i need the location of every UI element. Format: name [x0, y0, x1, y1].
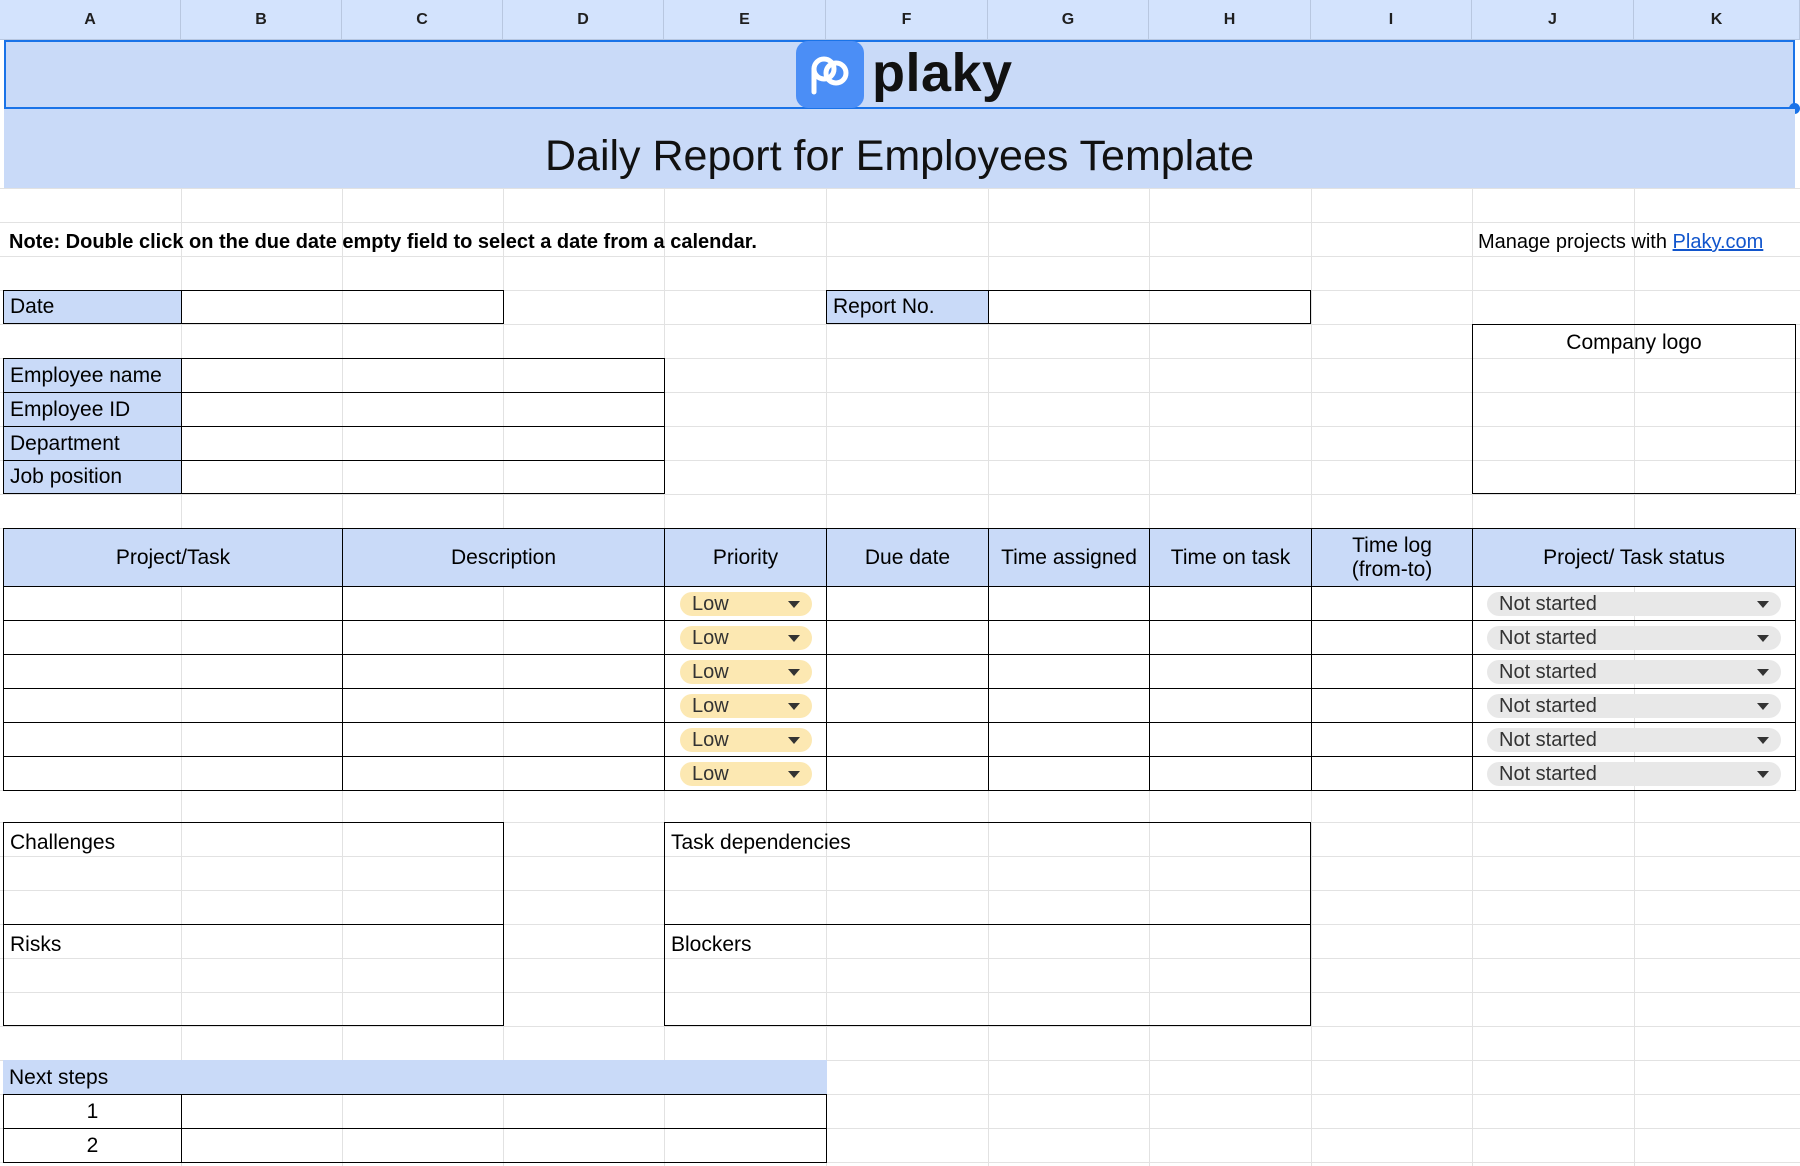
cell-time-assigned[interactable]: [988, 722, 1150, 757]
header-priority: Priority: [664, 528, 827, 587]
chevron-down-icon: [1757, 635, 1769, 642]
next-step-number: 2: [3, 1128, 182, 1163]
header-time-log-line2: (from-to): [1351, 557, 1433, 581]
header-due-date: Due date: [826, 528, 989, 587]
priority-dropdown[interactable]: [680, 694, 812, 718]
cell-description[interactable]: [342, 654, 665, 689]
status-dropdown[interactable]: [1487, 694, 1781, 718]
status-dropdown[interactable]: [1487, 626, 1781, 650]
priority-value: Low: [692, 592, 729, 615]
challenges-box[interactable]: [3, 822, 504, 925]
chevron-down-icon: [788, 771, 800, 778]
cell-project-task[interactable]: [3, 722, 343, 757]
report-no-label: Report No.: [826, 290, 989, 324]
cell-project-task[interactable]: [3, 620, 343, 655]
risks-box[interactable]: [3, 924, 504, 1026]
header-description: Description: [342, 528, 665, 587]
column-header-i[interactable]: I: [1311, 0, 1472, 40]
chevron-down-icon: [788, 601, 800, 608]
priority-value: Low: [692, 694, 729, 717]
job-position-label: Job position: [3, 460, 182, 494]
status-dropdown[interactable]: [1487, 592, 1781, 616]
date-input[interactable]: [181, 290, 504, 324]
risks-label: Risks: [10, 933, 62, 956]
challenges-label: Challenges: [10, 831, 116, 854]
next-step-input[interactable]: [181, 1094, 827, 1129]
cell-time-on-task[interactable]: [1149, 586, 1312, 621]
status-dropdown[interactable]: [1487, 728, 1781, 752]
column-header-c[interactable]: C: [342, 0, 503, 40]
priority-value: Low: [692, 626, 729, 649]
next-step-input[interactable]: [181, 1128, 827, 1163]
header-time-log: [1311, 528, 1473, 587]
department-input[interactable]: [181, 426, 665, 461]
next-steps-header: Next steps: [3, 1060, 827, 1095]
employee-name-input[interactable]: [181, 358, 665, 393]
manage-projects: [1478, 231, 1763, 254]
cell-due-date[interactable]: [826, 756, 989, 791]
column-header-f[interactable]: F: [826, 0, 988, 40]
cell-time-assigned[interactable]: [988, 654, 1150, 689]
manage-prefix: Manage projects with: [1478, 231, 1673, 253]
cell-time-on-task[interactable]: [1149, 756, 1312, 791]
header-time-log-line1: Time log: [1352, 533, 1432, 557]
column-header-h[interactable]: H: [1149, 0, 1311, 40]
job-position-input[interactable]: [181, 460, 665, 494]
priority-dropdown[interactable]: [680, 592, 812, 616]
cell-project-task[interactable]: [3, 688, 343, 723]
header-task-status: Project/ Task status: [1472, 528, 1796, 587]
plaky-logo-icon: [796, 41, 864, 108]
cell-time-log[interactable]: [1311, 722, 1473, 757]
date-label: Date: [3, 290, 182, 324]
chevron-down-icon: [788, 737, 800, 744]
priority-dropdown[interactable]: [680, 762, 812, 786]
column-header-d[interactable]: D: [503, 0, 664, 40]
company-logo-label: Company logo: [1566, 331, 1702, 354]
cell-due-date[interactable]: [826, 722, 989, 757]
cell-time-on-task[interactable]: [1149, 722, 1312, 757]
blockers-label: Blockers: [671, 933, 752, 956]
status-value: Not started: [1499, 728, 1597, 751]
company-logo-box[interactable]: [1472, 324, 1796, 494]
task-dependencies-label: Task dependencies: [671, 831, 851, 854]
chevron-down-icon: [1757, 669, 1769, 676]
cell-description[interactable]: [342, 620, 665, 655]
status-value: Not started: [1499, 694, 1597, 717]
cell-due-date[interactable]: [826, 654, 989, 689]
cell-time-assigned[interactable]: [988, 586, 1150, 621]
chevron-down-icon: [788, 669, 800, 676]
cell-description[interactable]: [342, 756, 665, 791]
status-value: Not started: [1499, 660, 1597, 683]
column-header-e[interactable]: E: [664, 0, 826, 40]
chevron-down-icon: [1757, 703, 1769, 710]
status-value: Not started: [1499, 762, 1597, 785]
task-dependencies-box[interactable]: [664, 822, 1311, 925]
plaky-logo-text: plaky: [872, 43, 1013, 103]
cell-time-assigned[interactable]: [988, 756, 1150, 791]
cell-project-task[interactable]: [3, 654, 343, 689]
note-text: Note: Double click on the due date empty field to select a date from a calendar.: [9, 231, 757, 253]
employee-name-label: Employee name: [3, 358, 182, 393]
chevron-down-icon: [1757, 771, 1769, 778]
cell-description[interactable]: [342, 688, 665, 723]
cell-time-on-task[interactable]: [1149, 620, 1312, 655]
status-dropdown[interactable]: [1487, 660, 1781, 684]
priority-dropdown[interactable]: [680, 660, 812, 684]
chevron-down-icon: [788, 703, 800, 710]
employee-id-label: Employee ID: [3, 392, 182, 427]
report-no-input[interactable]: [988, 290, 1311, 324]
cell-project-task[interactable]: [3, 586, 343, 621]
status-value: Not started: [1499, 626, 1597, 649]
cell-time-log[interactable]: [1311, 756, 1473, 791]
status-dropdown[interactable]: [1487, 762, 1781, 786]
priority-dropdown[interactable]: [680, 728, 812, 752]
chevron-down-icon: [788, 635, 800, 642]
cell-description[interactable]: [342, 586, 665, 621]
plaky-link[interactable]: Plaky.com: [1672, 231, 1764, 253]
blockers-box[interactable]: [664, 924, 1311, 1026]
status-value: Not started: [1499, 592, 1597, 615]
priority-value: Low: [692, 762, 729, 785]
header-time-assigned: Time assigned: [988, 528, 1150, 587]
column-header-k[interactable]: K: [1634, 0, 1800, 40]
cell-due-date[interactable]: [826, 586, 989, 621]
column-header-b[interactable]: B: [181, 0, 342, 40]
priority-value: Low: [692, 728, 729, 751]
chevron-down-icon: [1757, 601, 1769, 608]
priority-value: Low: [692, 660, 729, 683]
page-title: Daily Report for Employees Template: [544, 132, 1255, 180]
header-time-on-task: Time on task: [1149, 528, 1312, 587]
header-project-task: Project/Task: [3, 528, 343, 587]
cell-time-assigned[interactable]: [988, 620, 1150, 655]
cell-due-date[interactable]: [826, 688, 989, 723]
column-header-j[interactable]: J: [1472, 0, 1634, 40]
cell-due-date[interactable]: [826, 620, 989, 655]
column-header-g[interactable]: G: [988, 0, 1149, 40]
cell-description[interactable]: [342, 722, 665, 757]
department-label: Department: [3, 426, 182, 461]
cell-time-on-task[interactable]: [1149, 654, 1312, 689]
cell-project-task[interactable]: [3, 756, 343, 791]
priority-dropdown[interactable]: [680, 626, 812, 650]
chevron-down-icon: [1757, 737, 1769, 744]
next-step-number: 1: [3, 1094, 182, 1129]
cell-time-log[interactable]: [1311, 620, 1473, 655]
cell-time-log[interactable]: [1311, 688, 1473, 723]
cell-time-assigned[interactable]: [988, 688, 1150, 723]
employee-id-input[interactable]: [181, 392, 665, 427]
column-header-a[interactable]: A: [0, 0, 181, 40]
cell-time-log[interactable]: [1311, 654, 1473, 689]
cell-time-on-task[interactable]: [1149, 688, 1312, 723]
cell-time-log[interactable]: [1311, 586, 1473, 621]
